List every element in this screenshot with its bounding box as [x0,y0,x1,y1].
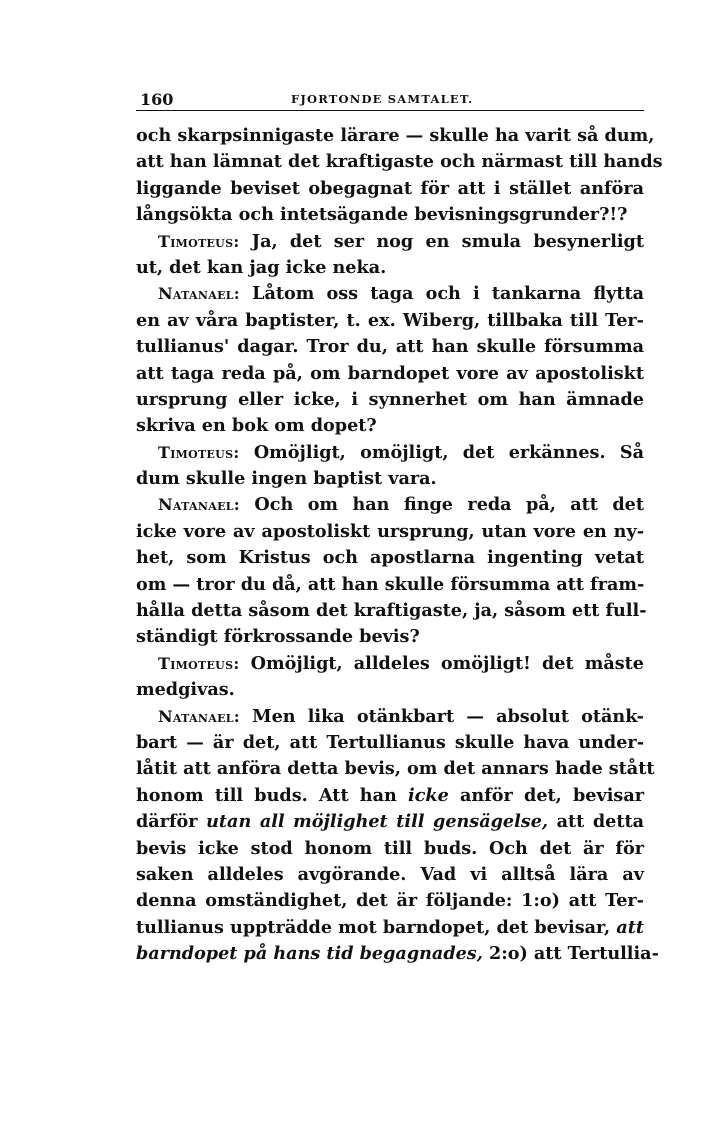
text-segment: denna omständighet, det är följande: 1:o) att Ter- [136,890,644,912]
speaker-name: Natanael: [158,495,240,515]
text-line [136,836,644,862]
text-line [136,466,644,492]
text-line [136,440,644,466]
text-line [136,624,644,650]
text-segment: låtit att anföra detta bevis, om det annars hade stått [136,758,655,780]
text-segment: tullianus' dagar. Tror du, att han skulle försumma [136,336,644,358]
text-line [136,545,644,571]
running-head [136,86,644,111]
text-line [136,941,659,967]
text-line [136,229,644,255]
emphasis-text: att [616,916,644,938]
text-line [136,308,644,334]
text-segment: att han lämnat det kraftigaste och närmast till hands [136,151,663,173]
text-line [136,651,644,677]
text-segment: Omöjligt, omöjligt, det erkännes. Så [239,441,644,463]
text-segment: liggande beviset obegagnat för att i stället anföra [136,177,644,199]
text-segment: långsökta och intetsägande bevisningsgrunder?!? [136,204,628,226]
text-segment: skriva en bok om dopet? [136,415,377,437]
speaker-name: Timoteus: [158,231,240,251]
text-segment: dum skulle ingen baptist vara. [136,468,437,490]
text-segment: Och om han finge reda på, att det [240,494,644,516]
text-segment: anför det, bevisar [448,784,644,806]
text-segment: Låtom oss taga och i tankarna flytta [240,283,644,305]
emphasis-text: barndopet på hans tid begagnades, [136,943,483,965]
text-line [136,915,644,941]
text-segment: icke vore av apostoliskt ursprung, utan vore en ny- [136,520,644,542]
text-line [136,677,644,703]
text-segment: och skarpsinnigaste lärare — skulle ha varit så dum, [136,125,655,146]
text-segment: bart — är det, att Tertullianus skulle hava under- [136,731,644,753]
text-line [136,176,644,202]
text-line [136,255,644,281]
text-segment: ständigt förkrossande bevis? [136,626,420,648]
text-line [136,281,644,307]
text-segment: om — tror du då, att han skulle försumma att fram- [136,573,645,595]
text-segment: het, som Kristus och apostlarna ingenting vetat [136,547,644,569]
text-segment: saken alldeles avgörande. Vad vi alltså lära av [136,863,644,885]
text-line [136,704,644,730]
chapter-title: FJORTONDE SAMTALET. [291,92,474,106]
text-line [136,572,644,598]
text-segment: att detta [548,811,644,833]
text-segment: en av våra baptister, t. ex. Wiberg, tillbaka till Ter- [136,309,644,331]
text-segment: tullianus uppträdde mot barndopet, det bevisar, [136,916,617,938]
text-segment: därför [136,811,207,833]
text-line [136,756,655,782]
emphasis-text: utan all möjlighet till gensägelse, [206,811,549,833]
text-segment: Men lika otänkbart — absolut otänk- [240,705,644,727]
text-line [136,123,655,149]
text-segment: bevis icke stod honom till buds. Och det är för [136,837,644,859]
text-segment: ut, det kan jag icke neka. [136,256,387,278]
text-line [136,492,644,518]
text-segment: 2:o) att Tertullia- [482,943,659,965]
text-line [136,361,644,387]
text-line [136,598,647,624]
text-line [136,809,644,835]
speaker-name: Timoteus: [158,653,240,673]
speaker-name: Natanael: [158,706,240,726]
text-line [136,862,644,888]
text-line [136,334,644,360]
text-line [136,730,644,756]
text-line [136,149,663,175]
text-segment: medgivas. [136,679,235,701]
page-number: 160 [140,90,174,109]
text-segment: ursprung eller icke, i synnerhet om han ämnade [136,388,644,410]
text-line [136,387,644,413]
text-segment: att taga reda på, om barndopet vore av apostoliskt [136,362,644,384]
text-line [136,519,644,545]
text-segment: honom till buds. Att han [136,784,409,806]
body-text [136,123,663,968]
text-line [136,413,644,439]
text-line [136,202,644,228]
speaker-name: Timoteus: [158,442,240,462]
text-line [136,783,644,809]
emphasis-text: icke [408,784,449,806]
text-segment: Omöjligt, alldeles omöjligt! det måste [239,652,644,674]
speaker-name: Natanael: [158,284,240,304]
text-line [136,888,644,914]
text-segment: hålla detta såsom det kraftigaste, ja, såsom ett full- [136,600,647,622]
text-segment: Ja, det ser nog en smula besynerligt [239,230,644,252]
